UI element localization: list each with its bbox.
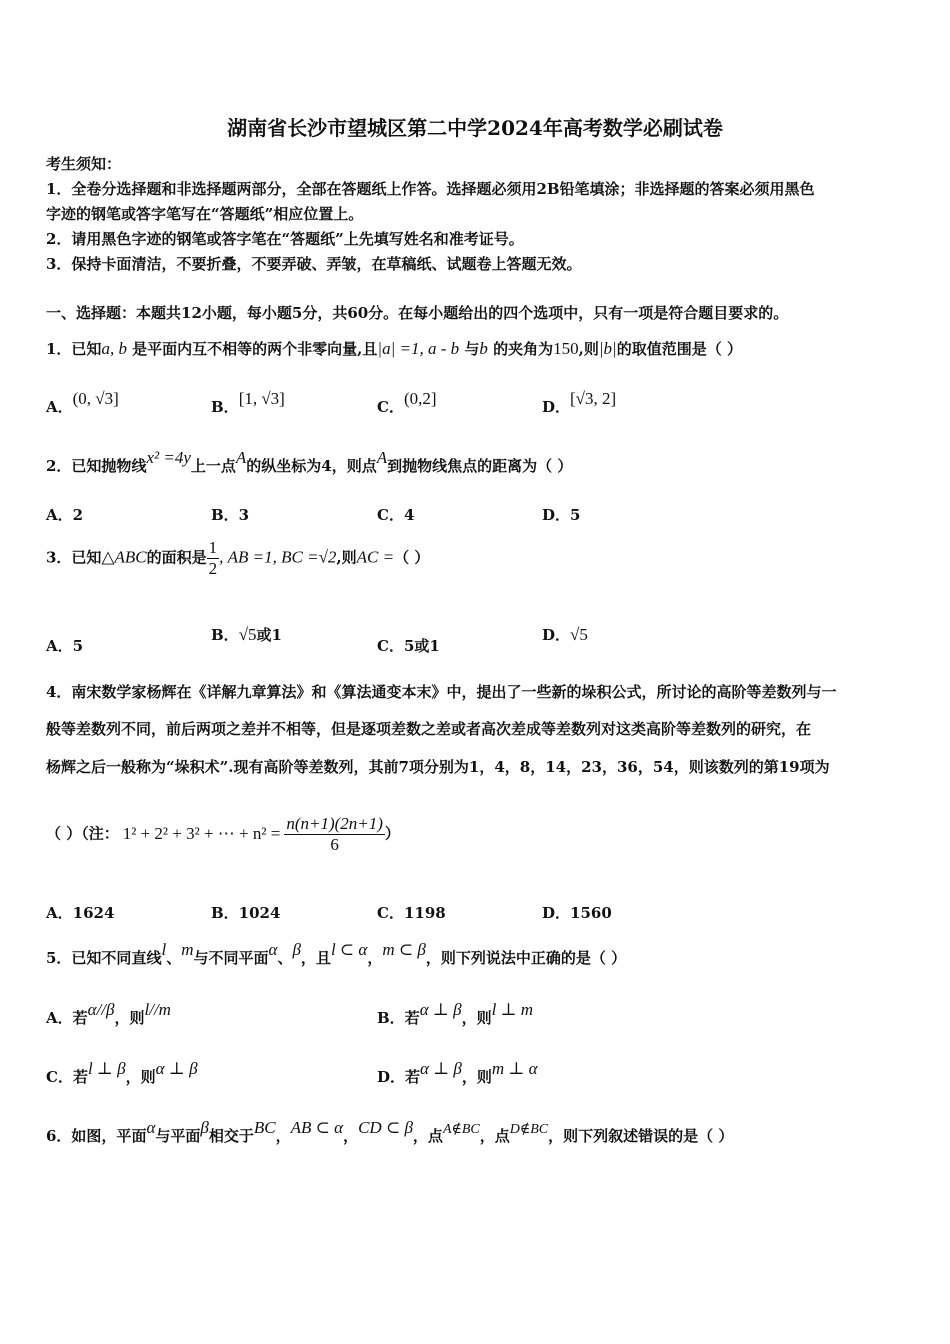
q5-option-b <box>377 1000 534 1028</box>
text-fragment: ） <box>384 824 400 843</box>
text-fragment: C． <box>377 398 404 416</box>
text-fragment: l ⊂ α <box>330 940 368 959</box>
text-fragment: D． <box>542 626 571 644</box>
text-fragment: A． <box>46 398 73 416</box>
q1-math: |b| <box>598 339 617 358</box>
q1-text: 的取值范围是（ ） <box>616 340 742 358</box>
text-fragment: （ ）（注： <box>46 824 119 843</box>
text-fragment: l ⊥ m <box>491 1000 534 1019</box>
text-fragment: m ⊂ β <box>382 940 426 959</box>
q3-option-b <box>211 624 282 645</box>
question-6 <box>46 1118 734 1146</box>
text-fragment: C．若 <box>46 1068 88 1086</box>
question-4-line-3: 杨辉之后一般称为“垛积术”.现有高阶等差数列，其前7项分别为1，4，8，14，23，36，54，则该数列的第19项为 <box>46 758 830 776</box>
text-fragment: B．若 <box>377 1009 420 1027</box>
text-fragment: CD ⊂ β <box>358 1118 413 1137</box>
q2-option-d: D．5 <box>542 506 581 524</box>
q4-option-a: A．1624 <box>46 904 115 922</box>
text-fragment: ， <box>367 949 383 967</box>
text-fragment: 3．已知 <box>46 548 102 567</box>
question-4-line-2: 般等差数列不同，前后两项之差并不相等，但是逐项差数之差或者高次差成等差数列对这类高阶等差数列的研究，在 <box>46 720 812 738</box>
text-fragment: A <box>235 448 247 467</box>
text-fragment: 5．已知不同直线 <box>46 949 162 967</box>
text-fragment: 或1 <box>256 626 282 644</box>
text-fragment: α ⊥ β <box>420 1059 462 1078</box>
q5-option-a <box>46 1000 171 1028</box>
text-fragment: （ ） <box>394 548 430 567</box>
question-1 <box>46 338 742 359</box>
q4-option-d: D．1560 <box>542 904 612 922</box>
text-fragment: 与不同平面 <box>193 949 269 967</box>
text-fragment: l//m <box>144 1000 171 1019</box>
text-fragment: α ⊥ β <box>155 1059 198 1078</box>
text-fragment: α//β <box>87 1000 115 1019</box>
text-fragment: , AB =1, BC =√2 <box>219 547 337 567</box>
text-fragment: ，点 <box>479 1127 510 1145</box>
text-fragment: ，则 <box>114 1009 145 1027</box>
q1-option-b <box>211 389 285 417</box>
q1-text: 1．已知 <box>46 340 102 358</box>
q1-math: |a| =1, a - b <box>377 339 460 358</box>
notice-line-3: 3．保持卡面清洁，不要折叠，不要弄破、弄皱，在草稿纸、试题卷上答题无效。 <box>46 255 582 273</box>
text-fragment: ，则 <box>461 1068 492 1086</box>
q1-option-c <box>377 389 437 417</box>
text-fragment: m <box>181 940 194 959</box>
text-fragment: β <box>200 1118 209 1137</box>
text-fragment: α <box>146 1118 156 1137</box>
text-fragment: 的面积是 <box>146 548 207 567</box>
text-fragment: 1² + 2² + 3² + ⋯ + n² = <box>122 823 281 843</box>
text-fragment: 、 <box>166 949 182 967</box>
q4-option-c: C．1198 <box>377 904 446 922</box>
text-fragment: 6．如图，平面 <box>46 1127 147 1145</box>
q2-option-b: B．3 <box>211 506 250 524</box>
text-fragment: ， <box>343 1127 359 1145</box>
question-2 <box>46 448 573 476</box>
text-fragment: ，则 <box>461 1009 492 1027</box>
text-fragment: 6 <box>330 835 339 854</box>
notice-line-1a: 1．全卷分选择题和非选择题两部分，全部在答题纸上作答。选择题必须用2B铅笔填涂；非选择题的答案必须用黑色 <box>46 180 815 198</box>
text-fragment: AC = <box>356 547 395 567</box>
q4-option-b: B．1024 <box>211 904 281 922</box>
text-fragment: ,则 <box>336 548 357 567</box>
q3-option-a: A．5 <box>46 637 84 655</box>
text-fragment: (0,2] <box>403 389 437 408</box>
text-fragment: 2 <box>208 559 218 578</box>
text-fragment: 上一点 <box>190 457 236 475</box>
text-fragment: ，且 <box>300 949 331 967</box>
text-fragment: A．若 <box>46 1009 88 1027</box>
text-fragment: 、 <box>277 949 293 967</box>
q5-option-c <box>46 1059 198 1087</box>
notice-line-2: 2．请用黑色字迹的钢笔或答字笔在“答题纸”上先填写姓名和准考证号。 <box>46 230 524 248</box>
q1-option-a <box>46 389 119 417</box>
text-fragment: D． <box>542 398 571 416</box>
text-fragment: D∉BC <box>509 1122 549 1137</box>
text-fragment: A <box>376 448 388 467</box>
q1-math: b <box>479 339 488 358</box>
q4-fraction <box>284 814 385 855</box>
text-fragment: α ⊥ β <box>419 1000 462 1019</box>
text-fragment: A∉BC <box>442 1122 480 1137</box>
text-fragment: [1, √3] <box>238 389 285 408</box>
q1-math: a, b <box>101 339 127 358</box>
text-fragment: [√3, 2] <box>570 389 617 408</box>
text-fragment: √5 <box>570 625 588 644</box>
text-fragment: ，则下列叙述错误的是（ ） <box>548 1127 734 1145</box>
text-fragment: ，则下列说法中正确的是（ ） <box>425 949 627 967</box>
text-fragment: 相交于 <box>208 1127 254 1145</box>
text-fragment: △ABC <box>101 547 147 567</box>
text-fragment: 的纵坐标为4，则点 <box>246 457 377 475</box>
text-fragment: 1 <box>208 538 218 557</box>
text-fragment: α <box>268 940 278 959</box>
text-fragment: 与平面 <box>155 1127 201 1145</box>
q1-text: ,则 <box>578 340 599 358</box>
notice-line-1b: 字迹的钢笔或答字笔写在“答题纸”相应位置上。 <box>46 205 364 223</box>
text-fragment: n(n+1)(2n+1) <box>286 814 383 833</box>
q2-option-c: C．4 <box>377 506 415 524</box>
q2-option-a: A．2 <box>46 506 84 524</box>
text-fragment: AB ⊂ α <box>290 1118 344 1137</box>
section-heading: 一、选择题：本题共12小题，每小题5分，共60分。在每小题给出的四个选项中，只有一项是符合题目要求的。 <box>46 304 789 322</box>
text-fragment: B． <box>211 398 239 416</box>
text-fragment: l <box>161 940 167 959</box>
text-fragment: m ⊥ α <box>491 1059 538 1078</box>
page-title: 湖南省长沙市望城区第二中学2024年高考数学必刷试卷 <box>227 116 723 140</box>
question-3 <box>46 538 429 579</box>
text-fragment: l ⊥ β <box>87 1059 126 1078</box>
question-4-line-1: 4．南宋数学家杨辉在《详解九章算法》和《算法通变本末》中，提出了一些新的垛积公式，所讨论的高阶等差数列与一 <box>46 683 837 701</box>
notice-heading: 考生须知： <box>46 155 122 173</box>
q1-text: 是平面内互不相等的两个非零向量,且 <box>132 340 378 358</box>
question-5 <box>46 940 627 968</box>
text-fragment: √5 <box>238 625 257 644</box>
text-fragment: ， <box>275 1127 291 1145</box>
text-fragment: BC <box>253 1118 276 1137</box>
q1-text: 与 <box>464 340 480 358</box>
text-fragment: 2．已知抛物线 <box>46 457 147 475</box>
q3-option-c: C．5或1 <box>377 637 440 655</box>
text-fragment: β <box>292 940 301 959</box>
q1-math: 150 <box>553 339 579 358</box>
text-fragment: ，点 <box>412 1127 443 1145</box>
q5-option-d <box>377 1059 538 1087</box>
text-fragment: ，则 <box>125 1068 156 1086</box>
text-fragment: B． <box>211 626 239 644</box>
q1-option-d <box>542 389 617 417</box>
text-fragment: D．若 <box>377 1068 421 1086</box>
text-fragment: (0, √3] <box>72 389 119 408</box>
question-4-note <box>46 814 400 855</box>
text-fragment: 到抛物线焦点的距离为（ ） <box>387 457 573 475</box>
q3-fraction <box>207 538 220 579</box>
q3-option-d <box>542 624 588 645</box>
q1-text: 的夹角为 <box>493 340 554 358</box>
text-fragment: x² =4y <box>146 448 191 467</box>
